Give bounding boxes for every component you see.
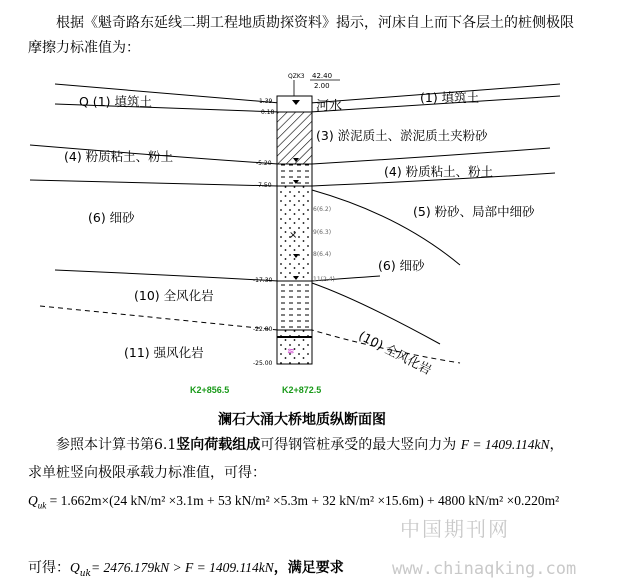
label-fill-right: (1) 填筑土 (420, 90, 480, 105)
depth-label-1: 1.39 (259, 98, 273, 105)
borehole-top-depth: 2.00 (314, 82, 330, 90)
sample-label-3: 8(6.4) (313, 251, 332, 258)
station-label-1: K2+856.5 (190, 385, 230, 395)
depth-label-5: -17.30 (253, 277, 273, 284)
result-prefix: 可得： (28, 560, 70, 576)
label-river: 河水 (316, 99, 343, 114)
para2-pre: 参照本计算书第6.1 (56, 437, 177, 453)
borehole-rock-dash (277, 281, 312, 330)
label-silty-sand-right: (5) 粉砂、局部中细砂 (413, 204, 535, 219)
svg-text:≋: ≋ (287, 347, 295, 357)
watermark-cn: 中国期刊网 (400, 517, 510, 541)
paragraph-3: 求单桩竖向极限承载力标准值，可得： (28, 465, 266, 481)
label-strong-weathered: (11) 强风化岩 (124, 345, 204, 360)
sample-label-2: 9(6.3) (313, 229, 332, 236)
result-expr: Q (70, 560, 80, 575)
figure-caption: 澜石大涌大桥地质纵断面图 (218, 412, 386, 428)
label-silt: (3) 淤泥质土、淤泥质土夹粉砂 (316, 128, 488, 143)
depth-label-4: -7.50 (256, 182, 272, 189)
paragraph-2 (56, 434, 563, 456)
depth-label-3: -5.20 (256, 160, 272, 167)
formula-lhs: Q (28, 493, 38, 508)
borehole-silt-hatch (277, 112, 312, 164)
formula-sub: uk (37, 500, 47, 511)
borehole-id: QZK3 (288, 73, 305, 80)
para2-end: ， (549, 437, 564, 453)
watermark-url: www.chinaqking.com (392, 559, 577, 579)
label-fine-sand-right: (6) 细砂 (378, 258, 425, 273)
label-fill-left: Q (1) 填筑土 (79, 94, 152, 109)
label-fine-sand-left: (6) 细砂 (88, 210, 135, 225)
intro-line-2: 摩擦力标准值为： (28, 40, 140, 56)
borehole-top-elevation: 42.40 (312, 72, 333, 80)
para2-post: 可得钢管桩承受的最大竖向力为 (260, 437, 461, 453)
label-weathered-left: (10) 全风化岩 (134, 288, 214, 303)
station-label-2: K2+872.5 (282, 385, 322, 395)
depth-label-7: -25.00 (253, 360, 273, 367)
result-line (28, 557, 344, 585)
formula-rhs: = 1.662m×(24 kN/m² ×3.1m + 53 kN/m² ×5.3m + 32 kN/m² ×15.6m) + 4800 kN/m² ×0.220m² (49, 493, 560, 508)
label-silty-clay-right: (4) 粉质粘土、粉土 (384, 164, 494, 179)
result-sub: uk (79, 568, 91, 579)
sample-label-1: 6(6.2) (313, 206, 332, 213)
depth-label-2: 0.18 (261, 109, 275, 116)
depth-label-6: -22.80 (253, 326, 273, 333)
result-value: = 2476.179kN > F = 1409.114kN (91, 560, 274, 575)
para2-bold: 竖向荷载组成 (176, 437, 261, 453)
borehole-clay-dash (277, 164, 312, 186)
svg-text:×: × (289, 230, 298, 241)
label-weathered-right: (10) 全风化岩 (356, 327, 435, 378)
para2-force: F = 1409.114kN (460, 437, 550, 452)
result-suffix: ，满足要求 (273, 560, 344, 576)
formula-line (28, 493, 559, 511)
label-silty-clay-left: (4) 粉质粘土、粉土 (64, 149, 174, 164)
intro-line-1: 根据《魁奇路东延线二期工程地质勘探资料》揭示，河床自上而下各层土的桩侧极限 (56, 15, 574, 31)
sample-label-4: 11(2.4) (313, 276, 335, 283)
